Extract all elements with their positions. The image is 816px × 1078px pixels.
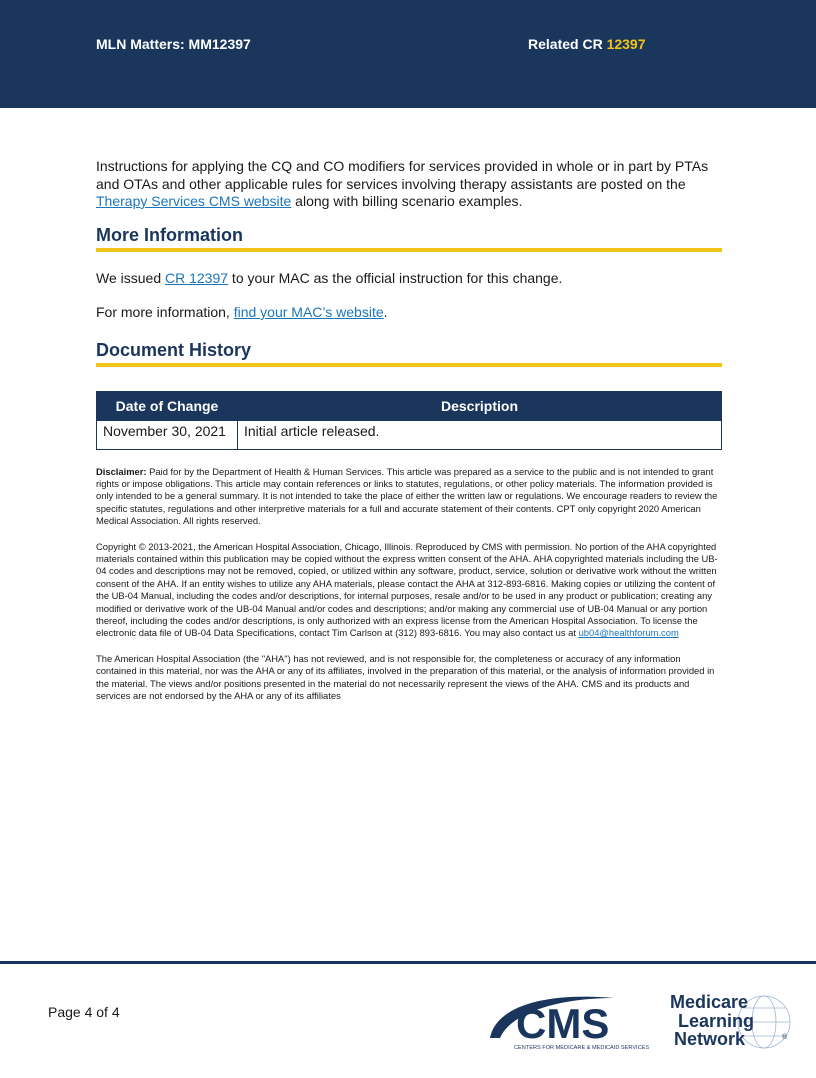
cell-date: November 30, 2021	[97, 420, 238, 449]
cms-logo-text: CMS	[516, 1000, 610, 1047]
aha-note: The American Hospital Association (the "AHA") has not reviewed, and is not responsible for, the completeness or accuracy of any information contained in this material, nor was the AHA or any of its affiliates, involved in the preparation of this material, or the analysis of information provided in the material. The views and/or positions presented in the material do not necessarily represent the views of the AHA. CMS and its products and services are not endorsed by the AHA or any of its affiliates	[96, 652, 715, 701]
mac-text: For more information,	[96, 304, 234, 320]
table-row	[97, 420, 722, 449]
disclaimer	[96, 466, 722, 528]
cr-paragraph	[96, 270, 722, 288]
column-header-description: Description	[238, 391, 722, 420]
main-content	[96, 158, 722, 702]
disclaimer-label: Disclaimer:	[96, 465, 147, 477]
copyright-text: Copyright © 2013-2021, the American Hospital Association, Chicago, Illinois. Reproduced by CMS with permission. No portion of the AHA copyrighted materials contained within this publication may be copied without the express written consent of the AHA. AHA copyrighted materials including the UB-04 codes and descriptions may not be removed, copied, or utilized within any software, product, service, solution or derivative work without the written consent of the AHA. If an entity wishes to utilize any AHA materials, please contact the AHA at 312-893-6816. Making copies or utilizing the content of the UB-04 Manual, including the codes and/or descriptions, for internal purposes, resale and/or to be used in any product or publication; creating any modified or derivative work of the UB-04 Manual and/or codes and descriptions; and/or making any commercial use of UB-04 Manual or any portion thereof, including the codes and/or descriptions, is only authorized with an express license from the American Hospital Association. To license the electronic data file of UB-04 Data Specifications, contact Tim Carlson at (312) 893-6816. You may also contact us at	[96, 540, 718, 639]
mac-website-link[interactable]: find your MAC’s website	[233, 304, 384, 320]
page-header	[0, 0, 816, 108]
related-cr	[528, 36, 646, 52]
cms-logo-subtitle: CENTERS FOR MEDICARE & MEDICAID SERVICES	[514, 1045, 650, 1051]
column-header-date: Date of Change	[97, 391, 238, 420]
mln-logo	[668, 986, 798, 1056]
mln-line-3: Network	[674, 1029, 746, 1049]
disclaimer-text: Paid for by the Department of Health & Human Services. This article was prepared as a service to the public and is not intended to grant rights or impose obligations. This article may contain references or links to statutes, regulations, or other policy materials. The information provided is only intended to be a general summary. It is not intended to take the place of either the written law or regulations. We encourage readers to review the specific statutes, regulations and other interpretive materials for a full and accurate statement of their contents. CPT only copyright 2020 American Medical Association. All rights reserved.	[96, 465, 718, 527]
footer-divider	[0, 961, 816, 964]
copyright-notice	[96, 541, 722, 640]
table-header-row	[97, 391, 722, 420]
mln-matters-id: MLN Matters: MM12397	[96, 36, 251, 52]
intro-text: Instructions for applying the CQ and CO modifiers for services provided in whole or in part by PTAs and OTAs and other applicable rules for services involving therapy assistants are posted on the	[96, 158, 709, 192]
mln-registered-mark: ®	[782, 1034, 788, 1041]
more-information-heading: More Information	[96, 225, 722, 252]
intro-text-end: along with billing scenario examples.	[291, 193, 523, 209]
cr-text: We issued	[96, 269, 165, 286]
mac-paragraph	[96, 304, 722, 322]
therapy-services-link[interactable]: Therapy Services CMS website	[96, 193, 292, 209]
related-cr-label: Related CR	[528, 36, 607, 52]
cr-link[interactable]: CR 12397	[165, 269, 229, 286]
related-cr-number: 12397	[606, 36, 646, 52]
document-history-heading: Document History	[96, 340, 722, 367]
document-history-table	[96, 391, 722, 450]
cms-logo	[486, 990, 656, 1052]
mln-line-2: Learning	[678, 1011, 755, 1031]
mln-line-1: Medicare	[670, 992, 749, 1012]
email-link[interactable]: ub04@healthforum.com	[578, 627, 679, 639]
mac-text-end: .	[383, 304, 388, 320]
intro-paragraph	[96, 158, 722, 211]
cell-description: Initial article released.	[238, 420, 722, 449]
cr-text-end: to your MAC as the official instruction for this change.	[228, 269, 563, 286]
page-number: Page 4 of 4	[48, 1004, 120, 1020]
